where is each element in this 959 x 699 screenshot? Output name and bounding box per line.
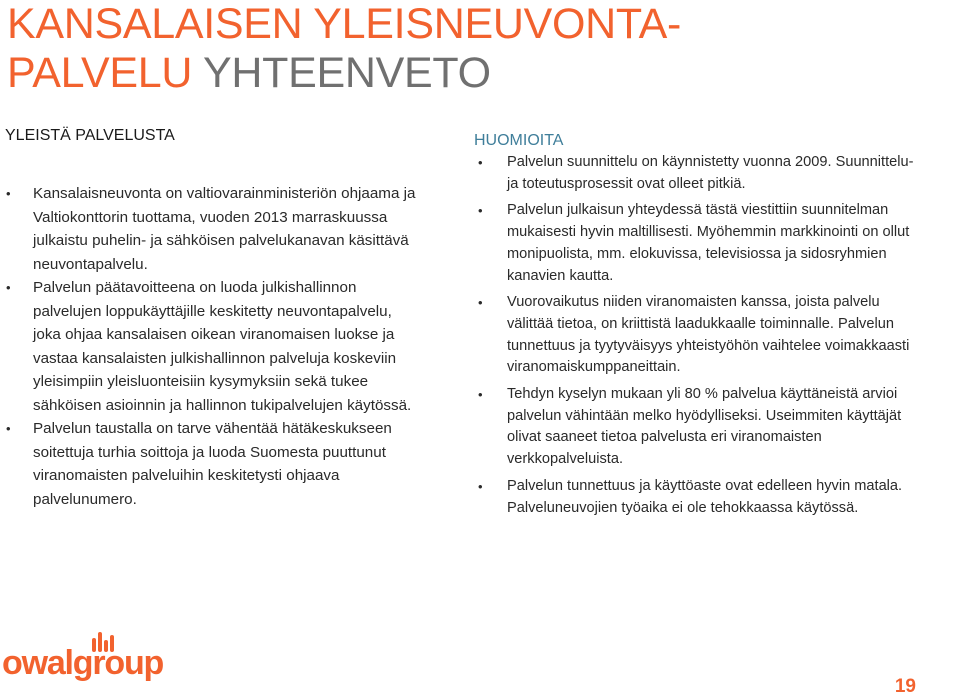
notes-list xyxy=(474,152,914,519)
logo-text: owalgroup xyxy=(2,644,164,682)
list-item: • Palvelun taustalla on tarve vähentää hätäkeskukseen soitettuja turhia soittoja ja luoda Suomesta puuttunut viranomaisten palveluihin keskitetysti ohjaava palvelunumero. xyxy=(5,417,420,511)
page-title xyxy=(7,0,681,98)
page-number: 19 xyxy=(894,676,916,697)
general-heading: YLEISTÄ PALVELUSTA xyxy=(5,127,175,144)
owalgroup-logo xyxy=(0,630,180,688)
general-list xyxy=(5,182,420,511)
list-item: • Palvelun suunnittelu on käynnistetty vuonna 2009. Suunnittelu- ja toteutusprosessit ovat olleet pitkiä. xyxy=(474,152,914,195)
title-line-2-rest: YHTEENVETO xyxy=(203,49,491,97)
list-item: • Tehdyn kyselyn mukaan yli 80 % palvelua käyttäneistä arvioi palvelun vähintään melko hyödylliseksi. Useimmiten käyttäjät olivat saaneet tietoa palvelusta eri viranomaisten verkkopalveluista. xyxy=(474,384,914,471)
list-item: • Palvelun päätavoitteena on luoda julkishallinnon palvelujen loppukäyttäjille keskitetty neuvontapalvelu, joka ohjaa kansalaisen oikean viranomaisen luokse ja vastaa kansalaisten julkishallinnon palveluja koskeviin yleisimpiin yleisluonteisiin kysymyksiin sekä tukee sähköisen asioinnin ja hallinnon tukipalvelujen käytössä. xyxy=(5,276,420,417)
general-section xyxy=(5,126,420,511)
list-item: • Palvelun tunnettuus ja käyttöaste ovat edelleen hyvin matala. Palveluneuvojien työaika ei ole tehokkaassa käytössä. xyxy=(474,476,914,519)
list-item: • Kansalaisneuvonta on valtiovarainministeriön ohjaama ja Valtiokonttorin tuottama, vuoden 2013 marraskuussa julkaistu puhelin- ja sähköisen palvelukanavan käsittävä neuvontapalvelu. xyxy=(5,182,420,276)
title-line-1: KANSALAISEN YLEISNEUVONTA- xyxy=(7,0,682,48)
title-line-2-accent: PALVELU xyxy=(7,49,193,97)
list-item: • Vuorovaikutus niiden viranomaisten kanssa, joista palvelu välittää tietoa, on kriittistä laadukkaalle toiminnalle. Palvelun tunnettuus ja tyytyväisyys yhteistyöhön vaihtelee voimakkaasti viranomaiskumppaneittain. xyxy=(474,292,914,379)
list-item: • Palvelun julkaisun yhteydessä tästä viestittiin suunnitelman mukaisesti hyvin maltillisesti. Myöhemmin markkinointi on ollut monipuolista, mm. elokuvissa, televisiossa ja sidosryhmien kanavien kautta. xyxy=(474,200,914,287)
notes-heading: HUOMIOITA xyxy=(474,132,564,149)
notes-section xyxy=(474,131,914,524)
